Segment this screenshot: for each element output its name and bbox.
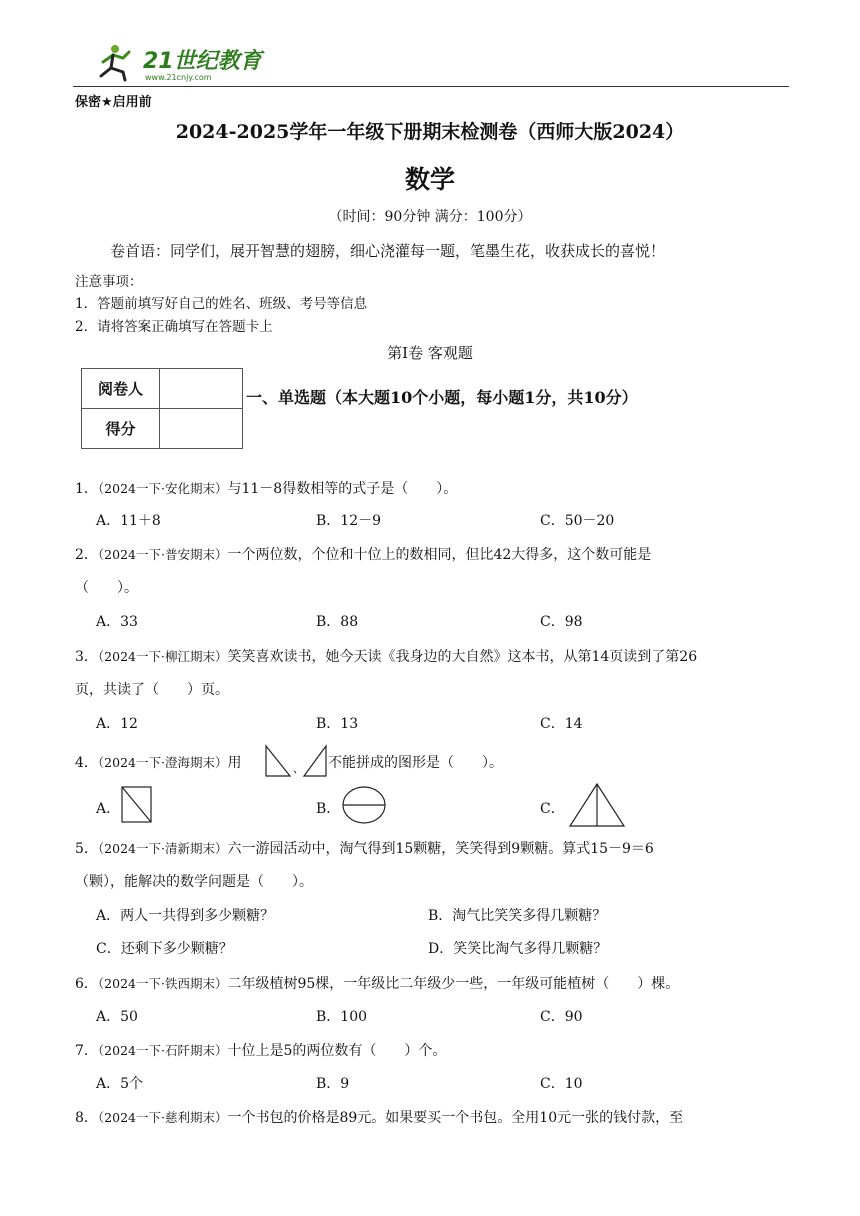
option-a[interactable]: A．50 <box>96 1009 138 1025</box>
question-text: 与11－8得数相等的式子是（ ）。 <box>227 481 458 497</box>
question-source: （2024一下·普安期末） <box>97 547 228 562</box>
notice-title: 注意事项： <box>75 274 143 290</box>
question-number: 5． <box>75 841 98 857</box>
question-text: 二年级植树95棵，一年级比二年级少一些，一年级可能植树（ ）棵。 <box>227 976 680 992</box>
question-7 <box>75 1040 446 1060</box>
section-title: 第Ⅰ卷 客观题 <box>387 344 473 362</box>
site-logo <box>95 40 265 85</box>
question-pre: 用 <box>227 755 242 771</box>
circle-divided-icon <box>341 785 387 825</box>
option-a[interactable]: A．33 <box>96 614 138 630</box>
option-a[interactable]: A．12 <box>96 716 138 732</box>
question-text: 不能拼成的图形是（ ）。 <box>328 755 503 771</box>
option-b[interactable]: B．100 <box>316 1009 368 1025</box>
question-number: 8． <box>75 1110 98 1126</box>
question-text: 六一游园活动中，淘气得到15颗糖，笑笑得到9颗糖。算式15－9＝6 <box>227 841 654 857</box>
square-diagonal-icon <box>121 786 153 824</box>
option-a[interactable]: A．11＋8 <box>96 513 161 529</box>
time-info: （时间：90分钟 满分：100分） <box>328 209 532 225</box>
intro-text: 卷首语：同学们，展开智慧的翅膀，细心浇灌每一题，笔墨生花，收获成长的喜悦！ <box>110 242 666 260</box>
right-triangle-icon <box>266 746 290 776</box>
exam-title: 2024-2025学年一年级下册期末检测卷（西师大版2024） <box>175 121 685 143</box>
option-d[interactable]: D．笑笑比淘气多得几颗糖？ <box>428 941 608 957</box>
score-field[interactable] <box>160 409 243 449</box>
option-a[interactable]: A． <box>96 801 121 817</box>
question-text: 十位上是5的两位数有（ ）个。 <box>227 1043 447 1059</box>
question-source: （2024一下·清新期末） <box>97 841 228 856</box>
option-b[interactable]: B． <box>316 801 341 817</box>
reviewer-field[interactable] <box>160 369 243 409</box>
header-rule <box>73 86 789 87</box>
part-title: 一、单选题（本大题10个小题，每小题1分，共10分） <box>246 388 638 407</box>
question-5 <box>75 838 654 858</box>
question-1 <box>75 478 457 498</box>
option-c[interactable]: C． <box>540 801 565 817</box>
option-c[interactable]: C．10 <box>540 1076 583 1092</box>
question-3 <box>75 646 697 666</box>
reviewer-label: 阅卷人 <box>82 369 160 409</box>
question-text: 一个两位数，个位和十位上的数相同，但比42大得多，这个数可能是 <box>227 547 652 563</box>
question-number: 2． <box>75 547 98 563</box>
secret-label: 保密★启用前 <box>75 95 152 110</box>
question-text-cont: 页，共读了（ ）页。 <box>75 682 229 698</box>
notice-item-2: 2．请将答案正确填写在答题卡上 <box>75 319 273 335</box>
question-number: 7． <box>75 1043 98 1059</box>
option-b[interactable]: B．9 <box>316 1076 350 1092</box>
question-source: （2024一下·石阡期末） <box>97 1043 228 1058</box>
option-a[interactable]: A．5个 <box>96 1076 144 1092</box>
question-4 <box>75 752 241 772</box>
option-b[interactable]: B．12－9 <box>316 513 382 529</box>
question-text-cont: （ ）。 <box>75 580 138 596</box>
option-b[interactable]: B．淘气比笑笑多得几颗糖？ <box>428 908 607 924</box>
notice-item-1: 1．答题前填写好自己的姓名、班级、考号等信息 <box>75 296 368 312</box>
option-c[interactable]: C．90 <box>540 1009 583 1025</box>
score-label: 得分 <box>82 409 160 449</box>
question-source: （2024一下·慈利期末） <box>97 1110 228 1125</box>
question-number: 4． <box>75 755 98 771</box>
question-source: （2024一下·柳江期末） <box>97 649 228 664</box>
runner-icon <box>101 45 129 80</box>
option-c[interactable]: C．98 <box>540 614 583 630</box>
question-source: （2024一下·安化期末） <box>97 481 228 496</box>
question-text: 一个书包的价格是89元。如果要买一个书包。全用10元一张的钱付款，至 <box>227 1110 684 1126</box>
score-box <box>81 368 243 449</box>
logo-text: 21世纪教育 <box>143 49 262 74</box>
question-source: （2024一下·铁西期末） <box>97 976 228 991</box>
question-text: 笑笑喜欢读书，她今天读《我身边的大自然》这本书，从第14页读到了第26 <box>227 649 698 665</box>
question-number: 6． <box>75 976 98 992</box>
option-a[interactable]: A．两人一共得到多少颗糖？ <box>96 908 275 924</box>
question-6 <box>75 973 679 993</box>
question-2 <box>75 544 651 564</box>
option-c[interactable]: C．还剩下多少颗糖？ <box>96 941 233 957</box>
right-triangle-icon <box>304 746 326 776</box>
exam-subject: 数学 <box>404 165 455 194</box>
triangle-divided-icon <box>568 782 626 828</box>
question-number: 1． <box>75 481 98 497</box>
option-c[interactable]: C．14 <box>540 716 583 732</box>
logo-url: www.21cnjy.com <box>145 73 212 82</box>
separator: 、 <box>293 762 304 775</box>
question-number: 3． <box>75 649 98 665</box>
option-c[interactable]: C．50－20 <box>540 513 615 529</box>
option-b[interactable]: B．13 <box>316 716 359 732</box>
question-text-cont: （颗），能解决的数学问题是（ ）。 <box>75 874 313 890</box>
question-8 <box>75 1107 683 1127</box>
question-source: （2024一下·澄海期末） <box>97 755 228 770</box>
option-b[interactable]: B．88 <box>316 614 359 630</box>
